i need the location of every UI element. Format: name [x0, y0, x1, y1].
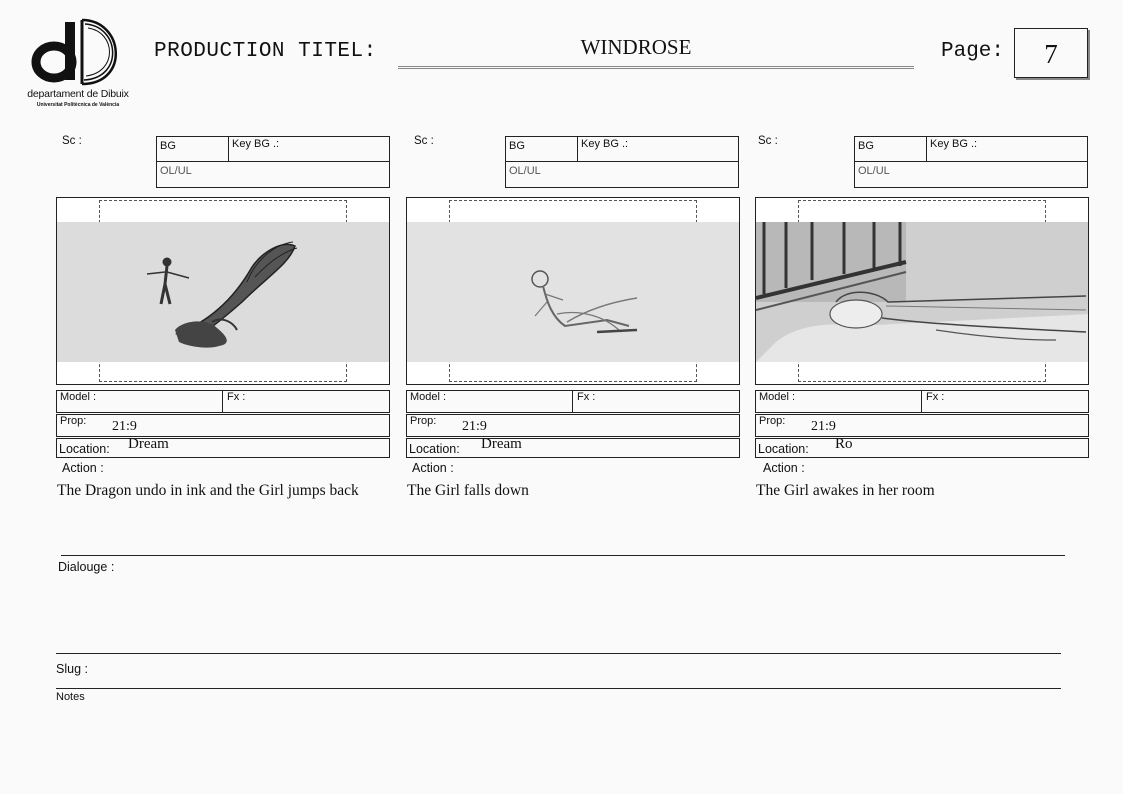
panel-1-meta: [56, 390, 390, 458]
panel-3-model-label: Model :: [759, 391, 796, 403]
panel-2-bg-box: [505, 136, 739, 188]
panel-2-model-label: Model :: [410, 391, 447, 403]
panel-1-fx-label: Fx :: [227, 391, 246, 403]
girl-falling-sketch-icon: [407, 222, 739, 362]
panel-1-image: [57, 222, 389, 362]
panel-1-olul-label: OL/UL: [160, 165, 192, 177]
panel-1-model-row: [56, 390, 390, 413]
panel-1-location-value: Dream: [128, 436, 169, 452]
panel-2-meta: [406, 390, 740, 458]
panel-2-location-value: Dream: [481, 436, 522, 452]
panel-3-prop-row: [755, 414, 1089, 437]
panel-1-prop-label: Prop:: [60, 415, 87, 427]
panel-1-frame: [56, 197, 390, 385]
panel-2-prop-row: [406, 414, 740, 437]
notes-label: Notes: [56, 691, 85, 703]
panel-3-location-row: [755, 438, 1089, 458]
panel-3-model-row: [755, 390, 1089, 413]
panel-3-prop-label: Prop:: [759, 415, 786, 427]
panel-3-action-text: The Girl awakes in her room: [756, 482, 935, 499]
panel-1-prop-row: [56, 414, 390, 437]
panel-3-location-label: Location:: [758, 442, 809, 456]
panel-1-sc-label: Sc :: [62, 135, 82, 147]
panel-1-location-row: [56, 438, 390, 458]
panel-3-prop-value: 21:9: [811, 419, 836, 434]
panel-2-frame: [406, 197, 740, 385]
slug-top-line: [56, 653, 1061, 654]
panel-2-fx-label: Fx :: [577, 391, 596, 403]
production-title-underline: [398, 66, 914, 69]
production-title-value: WINDROSE: [580, 35, 692, 59]
panel-2-olul-label: OL/UL: [509, 165, 541, 177]
panel-2-location-row: [406, 438, 740, 458]
department-logo: [14, 14, 144, 114]
dialogue-top-line: [61, 555, 1065, 556]
panel-1-bg-box: [156, 136, 390, 188]
panel-3-action-label: Action :: [763, 461, 805, 475]
production-title-label: PRODUCTION TITEL:: [154, 40, 377, 63]
panel-3-frame: [755, 197, 1089, 385]
logo-department-text: departament de Dibuix: [27, 88, 129, 100]
panel-3-keybg-label: Key BG .:: [927, 137, 1087, 162]
panel-2-prop-label: Prop:: [410, 415, 437, 427]
dialogue-label: Dialouge :: [58, 560, 115, 574]
panel-1-bg-label: BG: [157, 137, 229, 162]
panel-2-keybg-label: Key BG .:: [578, 137, 738, 162]
panel-3-location-value: Ro: [835, 436, 853, 452]
panel-3-meta: [755, 390, 1089, 458]
panel-3-image: [756, 222, 1088, 362]
panel-3-olul-label: OL/UL: [858, 165, 890, 177]
panel-2-location-label: Location:: [409, 442, 460, 456]
panel-1-action-label: Action :: [62, 461, 104, 475]
panel-2-action-label: Action :: [412, 461, 454, 475]
page-number-box: 7: [1014, 28, 1088, 78]
panel-2-model-row: [406, 390, 740, 413]
panel-1-action-text: The Dragon undo in ink and the Girl jumps back: [57, 482, 359, 499]
panel-3-fx-label: Fx :: [926, 391, 945, 403]
panel-1-location-label: Location:: [59, 442, 110, 456]
panel-3-bg-box: [854, 136, 1088, 188]
girl-in-bed-sketch-icon: [756, 222, 1088, 362]
panel-2-bg-label: BG: [506, 137, 578, 162]
panel-2-sc-label: Sc :: [414, 135, 434, 147]
logo-university-text: Universitat Politècnica de València: [36, 102, 120, 108]
panel-2-image: [407, 222, 739, 362]
notes-top-line: [56, 688, 1061, 689]
panel-3-bg-label: BG: [855, 137, 927, 162]
slug-label: Slug :: [56, 662, 88, 676]
girl-and-ink-dragon-sketch-icon: [57, 222, 389, 362]
panel-1-prop-value: 21:9: [112, 419, 137, 434]
page-label: Page:: [941, 40, 1005, 63]
panel-3-sc-label: Sc :: [758, 135, 778, 147]
dd-logo-icon: [26, 14, 126, 92]
panel-1-keybg-label: Key BG .:: [229, 137, 389, 162]
panel-2-action-text: The Girl falls down: [407, 482, 529, 499]
panel-2-prop-value: 21:9: [462, 419, 487, 434]
panel-1-model-label: Model :: [60, 391, 97, 403]
